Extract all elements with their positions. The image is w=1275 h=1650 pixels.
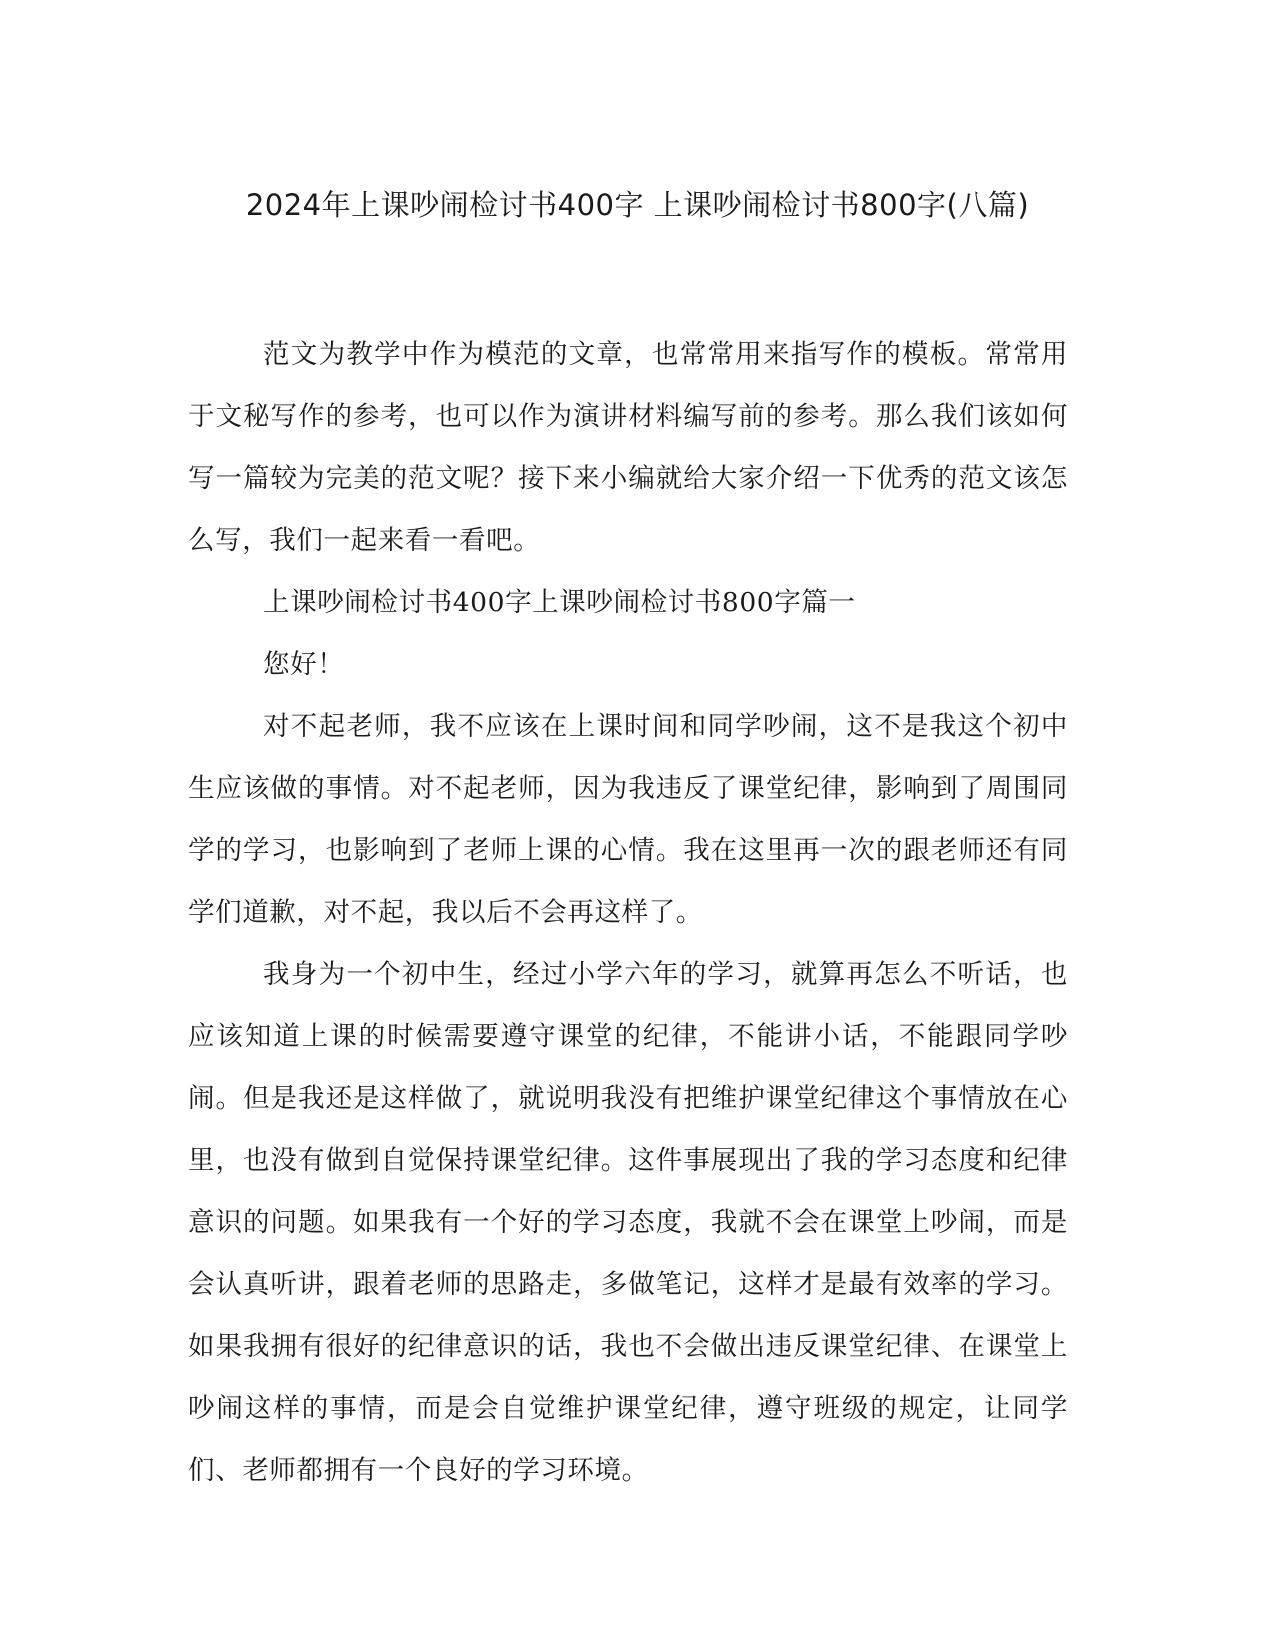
document-body: [188, 324, 1068, 1502]
paragraph-section-heading: 上课吵闹检讨书400字上课吵闹检讨书800字篇一: [263, 587, 856, 618]
paragraph-apology: 对不起老师，我不应该在上课时间和同学吵闹，这不是我这个初中生应该做的事情。对不起老师，因为我违反了课堂纪律，影响到了周围同学的学习，也影响到了老师上课的心情。我在这里再一次的跟老师还有同学们道歉，对不起，我以后不会再这样了。: [188, 711, 1068, 928]
paragraph-reflection: 我身为一个初中生，经过小学六年的学习，就算再怎么不听话，也应该知道上课的时候需要遵守课堂的纪律，不能讲小话，不能跟同学吵闹。但是我还是这样做了，就说明我没有把维护课堂纪律这个事情放在心里，也没有做到自觉保持课堂纪律。这件事展现出了我的学习态度和纪律意识的问题。如果我有一个好的学习态度，我就不会在课堂上吵闹，而是会认真听讲，跟着老师的思路走，多做笔记，这样才是最有效率的学习。如果我拥有很好的纪律意识的话，我也不会做出违反课堂纪律、在课堂上吵闹这样的事情，而是会自觉维护课堂纪律，遵守班级的规定，让同学们、老师都拥有一个良好的学习环境。: [188, 959, 1068, 1486]
paragraph-greeting: 您好！: [263, 649, 345, 680]
document-title: 2024年上课吵闹检讨书400字 上课吵闹检讨书800字(八篇): [245, 188, 1030, 222]
paragraph-intro: 范文为教学中作为模范的文章，也常常用来指写作的模板。常常用于文秘写作的参考，也可以作为演讲材料编写前的参考。那么我们该如何写一篇较为完美的范文呢？接下来小编就给大家介绍一下优秀的范文该怎么写，我们一起来看一看吧。: [188, 339, 1068, 556]
